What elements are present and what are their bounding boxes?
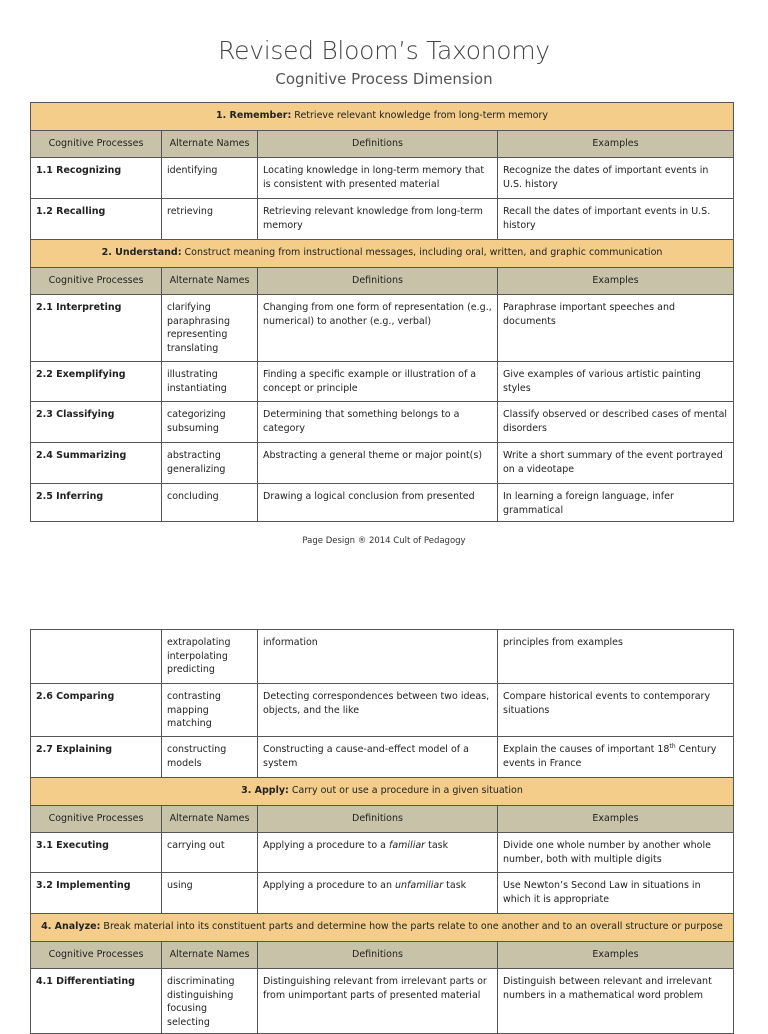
ordinal-suffix: th [669, 742, 676, 750]
table-row [31, 684, 734, 737]
alternate-name: translating [167, 342, 219, 354]
table-row [31, 833, 734, 873]
definition: Abstracting a general theme or major point(s) [258, 443, 498, 484]
process-name: 2.7 Explaining [31, 737, 162, 778]
column-header-row [31, 268, 734, 295]
section-analyze-header [31, 914, 734, 942]
example: In learning a foreign language, infer grammatical [498, 484, 734, 522]
process-name: 2.1 Interpreting [31, 295, 162, 362]
definition-text: task [425, 840, 449, 851]
column-header-row [31, 942, 734, 969]
column-header-processes: Cognitive Processes [31, 942, 162, 969]
alternate-name: representing [167, 329, 228, 340]
table-row [31, 158, 734, 199]
alternate-name: clarifying [167, 302, 211, 313]
table-row [31, 630, 734, 684]
page-footer: Page Design ® 2014 Cult of Pedagogy [302, 536, 466, 546]
alternate-name: models [167, 757, 202, 769]
table-row [31, 873, 734, 914]
alternate-name: matching [167, 718, 212, 729]
definition: Constructing a cause-and-effect model of a system [258, 737, 498, 778]
column-header-processes: Cognitive Processes [31, 806, 162, 833]
section-apply-header [31, 778, 734, 806]
alternate-name: discriminating [167, 976, 235, 987]
alternate-name: paraphrasing [167, 315, 230, 327]
example: Paraphrase important speeches and documents [498, 295, 734, 362]
alternate-name: extrapolating [167, 637, 231, 648]
process-name [31, 630, 162, 684]
example: Recognize the dates of important events in U.S. history [498, 158, 734, 199]
alternate-names: concluding [162, 484, 258, 522]
example: principles from examples [498, 630, 734, 684]
section-label: 3. Apply: [241, 785, 289, 796]
column-header-processes: Cognitive Processes [31, 268, 162, 295]
definition [258, 833, 498, 873]
example [498, 737, 734, 778]
example: Give examples of various artistic painting styles [498, 362, 734, 402]
process-name: 3.2 Implementing [31, 873, 162, 914]
alternate-name: categorizing [167, 409, 226, 420]
example: Compare historical events to contemporary situations [498, 684, 734, 737]
definition: Detecting correspondences between two ideas, objects, and the like [258, 684, 498, 737]
process-name: 2.4 Summarizing [31, 443, 162, 484]
column-header-alternate: Alternate Names [162, 131, 258, 158]
definition-emphasis: unfamiliar [395, 880, 444, 891]
definition [258, 873, 498, 914]
alternate-names: retrieving [162, 199, 258, 240]
column-header-examples: Examples [498, 806, 734, 833]
section-description: Break material into its constituent parts and determine how the parts relate to one another and to an overall structure or purpose [100, 921, 723, 932]
table-row [31, 737, 734, 778]
alternate-name: predicting [167, 664, 215, 675]
column-header-examples: Examples [498, 268, 734, 295]
section-label: 2. Understand: [101, 247, 182, 258]
alternate-name: subsuming [167, 422, 219, 434]
column-header-row [31, 131, 734, 158]
table-row [31, 362, 734, 402]
taxonomy-table-page-1 [30, 102, 734, 522]
definition: information [258, 630, 498, 684]
section-understand-header [31, 240, 734, 268]
definition: Drawing a logical conclusion from presented [258, 484, 498, 522]
section-description: Carry out or use a procedure in a given situation [288, 785, 523, 796]
section-description: Construct meaning from instructional messages, including oral, written, and graphic communication [181, 247, 663, 258]
process-name: 4.1 Differentiating [31, 969, 162, 1034]
column-header-definitions: Definitions [258, 942, 498, 969]
definition: Finding a specific example or illustration of a concept or principle [258, 362, 498, 402]
process-name: 2.2 Exemplifying [31, 362, 162, 402]
definition: Changing from one form of representation (e.g., numerical) to another (e.g., verbal) [258, 295, 498, 362]
alternate-names [162, 295, 258, 362]
alternate-names: using [162, 873, 258, 914]
process-name: 3.1 Executing [31, 833, 162, 873]
taxonomy-table-page-2 [30, 629, 734, 1034]
alternate-names [162, 737, 258, 778]
alternate-name: instantiating [167, 382, 227, 394]
process-name: 1.1 Recognizing [31, 158, 162, 199]
column-header-alternate: Alternate Names [162, 806, 258, 833]
table-row [31, 199, 734, 240]
process-name: 2.6 Comparing [31, 684, 162, 737]
alternate-name: generalizing [167, 463, 226, 475]
example: Divide one whole number by another whole number, both with multiple digits [498, 833, 734, 873]
page-title: Revised Bloom’s Taxonomy [218, 36, 550, 65]
example-text: Century events in France [503, 744, 717, 769]
column-header-definitions: Definitions [258, 268, 498, 295]
column-header-processes: Cognitive Processes [31, 131, 162, 158]
definition: Distinguishing relevant from irrelevant parts or from unimportant parts of presented material [258, 969, 498, 1034]
column-header-definitions: Definitions [258, 806, 498, 833]
alternate-name: illustrating [167, 369, 218, 380]
table-row [31, 402, 734, 443]
page-subtitle: Cognitive Process Dimension [275, 70, 493, 88]
alternate-name: contrasting [167, 691, 221, 702]
column-header-examples: Examples [498, 942, 734, 969]
alternate-names [162, 443, 258, 484]
process-name: 2.5 Inferring [31, 484, 162, 522]
alternate-name: abstracting [167, 450, 221, 461]
column-header-alternate: Alternate Names [162, 268, 258, 295]
column-header-row [31, 806, 734, 833]
definition-emphasis: familiar [389, 840, 426, 851]
definition: Locating knowledge in long-term memory that is consistent with presented material [258, 158, 498, 199]
example: Distinguish between relevant and irrelevant numbers in a mathematical word problem [498, 969, 734, 1034]
alternate-names: carrying out [162, 833, 258, 873]
definition-text: Applying a procedure to a [263, 840, 389, 851]
alternate-name: mapping [167, 704, 209, 716]
section-label: 1. Remember: [216, 110, 292, 121]
section-label: 4. Analyze: [41, 921, 101, 932]
column-header-alternate: Alternate Names [162, 942, 258, 969]
section-description: Retrieve relevant knowledge from long-term memory [291, 110, 548, 121]
alternate-names [162, 630, 258, 684]
table-row [31, 295, 734, 362]
table-row [31, 484, 734, 522]
definition-text: task [443, 880, 467, 891]
alternate-name: distinguishing [167, 989, 234, 1001]
example-text: Explain the causes of important 18 [503, 744, 670, 755]
alternate-names [162, 684, 258, 737]
definition-text: Applying a procedure to an [263, 880, 396, 891]
table-row [31, 443, 734, 484]
example: Recall the dates of important events in U.S. history [498, 199, 734, 240]
section-remember-header [31, 103, 734, 131]
process-name: 2.3 Classifying [31, 402, 162, 443]
column-header-examples: Examples [498, 131, 734, 158]
example: Classify observed or described cases of mental disorders [498, 402, 734, 443]
example: Write a short summary of the event portrayed on a videotape [498, 443, 734, 484]
alternate-names [162, 402, 258, 443]
definition: Determining that something belongs to a category [258, 402, 498, 443]
alternate-name: constructing [167, 744, 227, 755]
process-name: 1.2 Recalling [31, 199, 162, 240]
alternate-names [162, 362, 258, 402]
example: Use Newton’s Second Law in situations in which it is appropriate [498, 873, 734, 914]
definition: Retrieving relevant knowledge from long-term memory [258, 199, 498, 240]
alternate-names: identifying [162, 158, 258, 199]
column-header-definitions: Definitions [258, 131, 498, 158]
alternate-name: focusing selecting [167, 1003, 210, 1028]
alternate-name: interpolating [167, 650, 228, 662]
